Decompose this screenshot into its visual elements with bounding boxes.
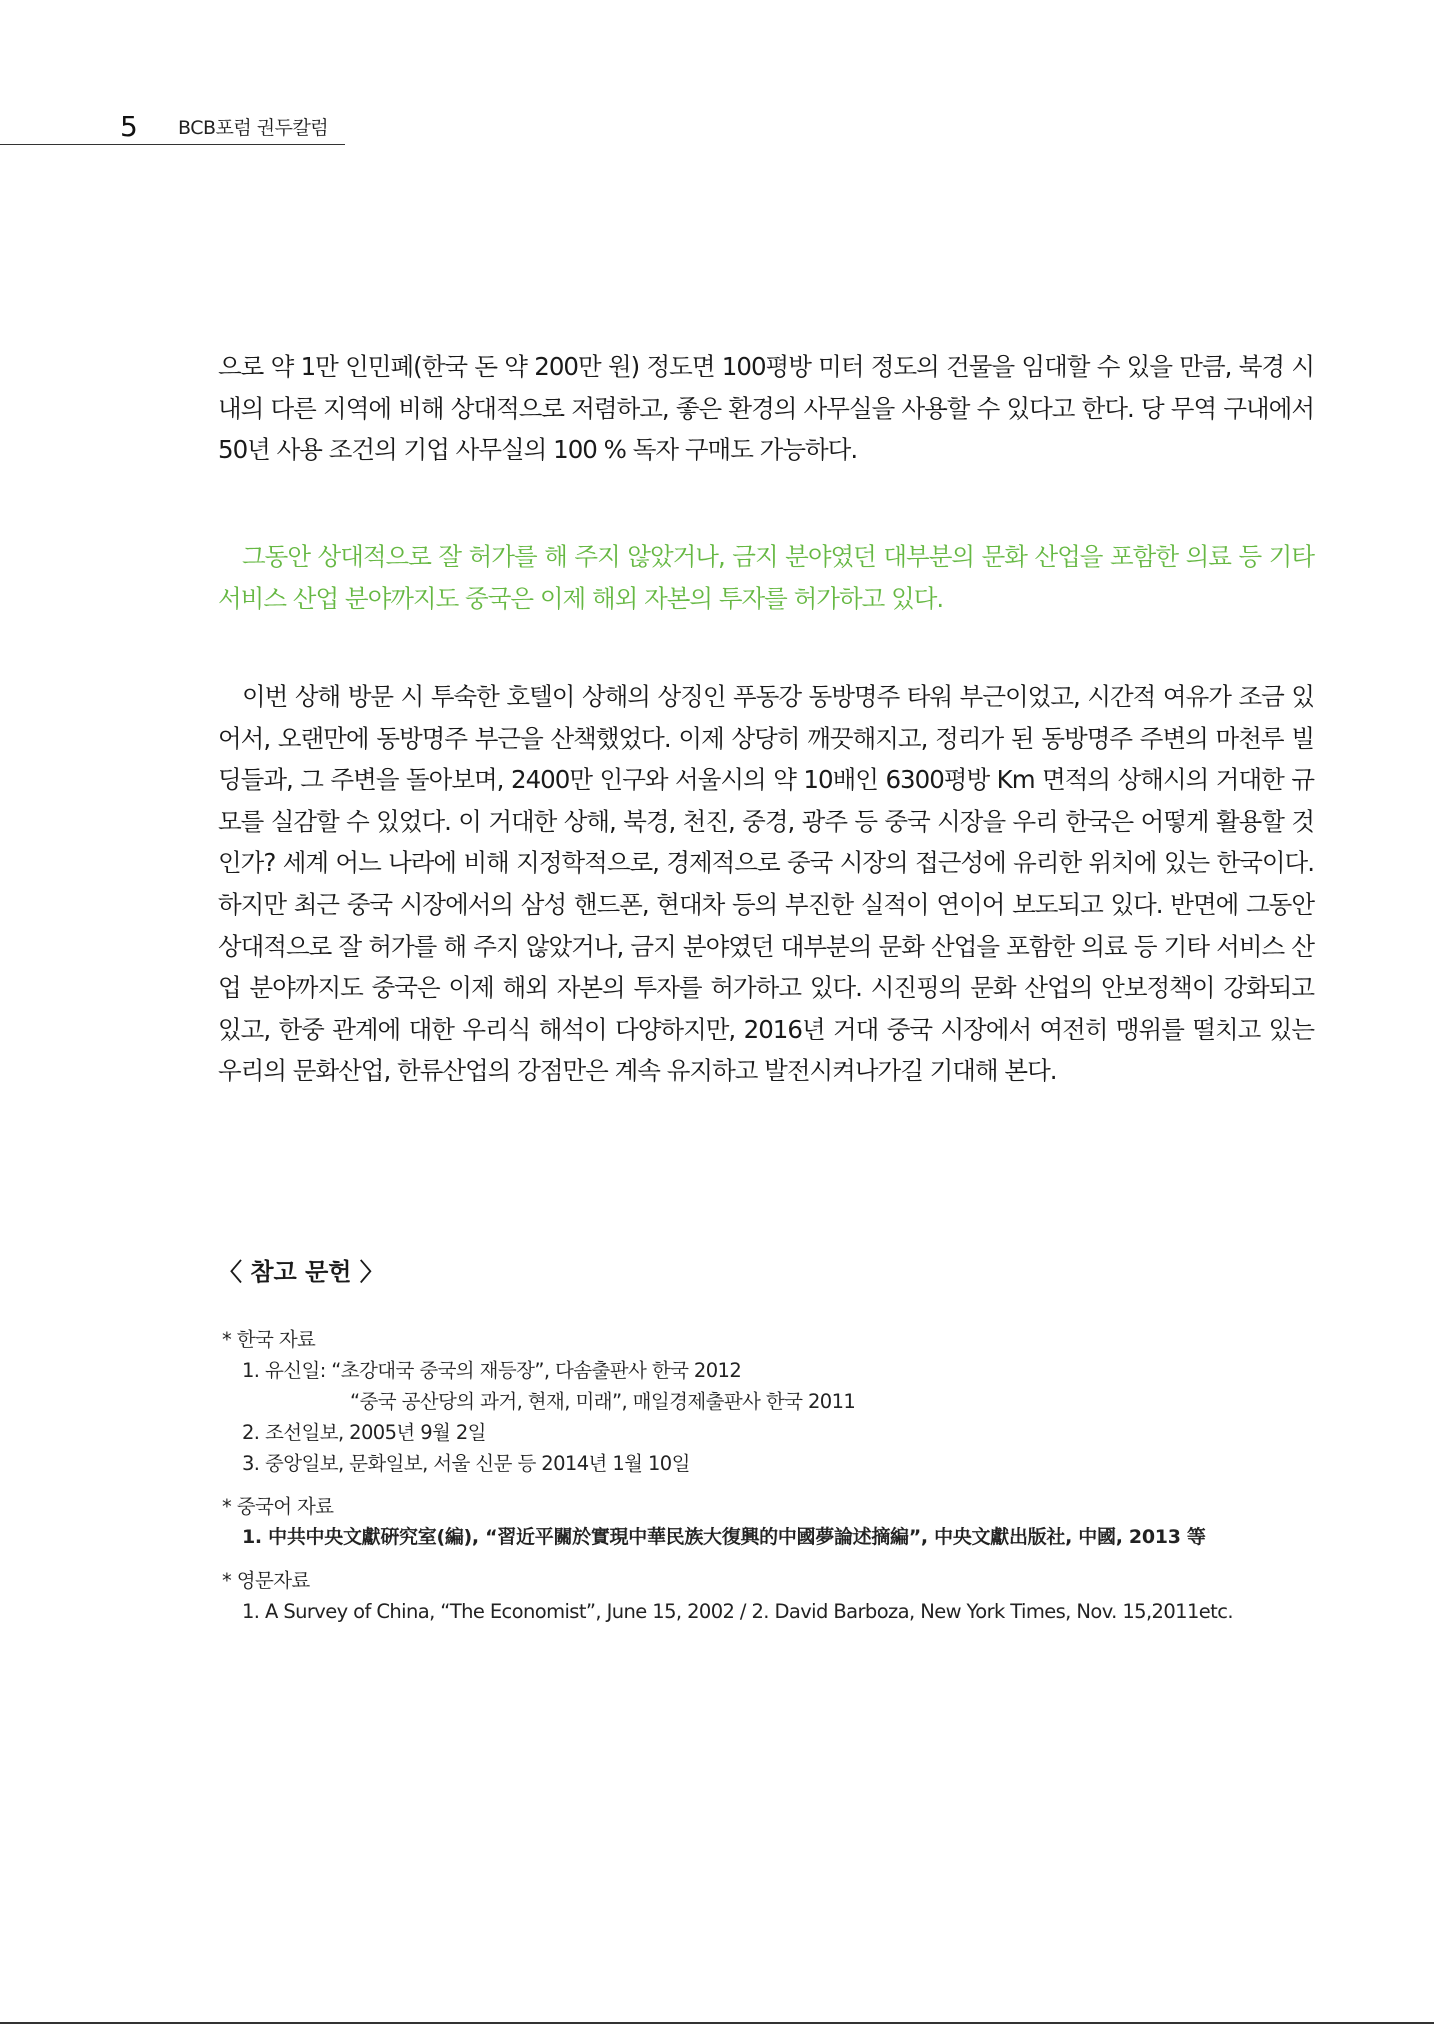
korean-ref-2: 2. 조선일보, 2005년 9월 2일 <box>242 1421 486 1444</box>
references-list <box>222 1324 1322 1627</box>
page-header <box>0 110 345 145</box>
body-paragraph-3: 이번 상해 방문 시 투숙한 호텔이 상해의 상징인 푸동강 동방명주 타워 부근이었고, 시간적 여유가 조금 있어서, 오랜만에 동방명주 부근을 산책했었다. 이제 상당히 깨끗해지고, 정리가 된 동방명주 주변의 마천루 빌딩들과, 그 주변을 돌아보며, 2400만 인구와 서울시의 약 10배인 6300평방 Km 면적의 상해시의 거대한 규모를 실감할 수 있었다. 이 거대한 상해, 북경, 천진, 중경, 광주 등 중국 시장을 우리 한국은 어떻게 활용할 것인가? 세계 어느 나라에 비해 지정학적으로, 경제적으로 중국 시장의 접근성에 유리한 위치에 있는 한국이다. 하지만 최근 중국 시장에서의 삼성 핸드폰, 현대차 등의 부진한 실적이 연이어 보도되고 있다. 반면에 그동안 상대적으로 잘 허가를 해 주지 않았거나, 금지 분야였던 대부분의 문화 산업을 포함한 의료 등 기타 서비스 산업 분야까지도 중국은 이제 해외 자본의 투자를 허가하고 있다. 시진핑의 문화 산업의 안보정책이 강화되고 있고, 한중 관계에 대한 우리식 해석이 다양하지만, 2016년 거대 중국 시장에서 여전히 맹위를 떨치고 있는 우리의 문화산업, 한류산업의 강점만은 계속 유지하고 발전시켜나가길 기대해 본다. <box>218 682 1314 1086</box>
english-refs-label: * 영문자료 <box>222 1569 310 1592</box>
korean-ref-1b: “중국 공산당의 과거, 현재, 미래”, 매일경제출판사 한국 2011 <box>350 1390 856 1413</box>
chinese-ref-1: 1. 中共中央文獻硏究室(編), “習近平關於實現中華民族大復興的中國夢論述摘編”, 中央文獻出版社, 中國, 2013 等 <box>242 1526 1206 1548</box>
korean-ref-1a: 1. 유신일: “초강대국 중국의 재등장”, 다솜출판사 한국 2012 <box>242 1359 742 1382</box>
body-paragraph-1: 으로 약 1만 인민폐(한국 돈 약 200만 원) 정도면 100평방 미터 정도의 건물을 임대할 수 있을 만큼, 북경 시내의 다른 지역에 비해 상대적으로 저렴하고, 좋은 환경의 사무실을 사용할 수 있다고 한다. 당 무역 구내에서 50년 사용 조건의 기업 사무실의 100 % 독자 구매도 가능하다. <box>218 352 1314 465</box>
korean-ref-3: 3. 중앙일보, 문화일보, 서울 신문 등 2014년 1월 10일 <box>242 1452 690 1475</box>
references-heading: 〈 참고 문헌 〉 <box>218 1258 384 1286</box>
korean-refs-label: * 한국 자료 <box>222 1328 316 1351</box>
running-title: BCB포럼 권두칼럼 <box>178 117 329 139</box>
chinese-refs-label: * 중국어 자료 <box>222 1495 334 1518</box>
english-ref-1: 1. A Survey of China, “The Economist”, June 15, 2002 / 2. David Barboza, New York Times, Nov. 15,2011etc. <box>242 1600 1233 1623</box>
pull-quote: 그동안 상대적으로 잘 허가를 해 주지 않았거나, 금지 분야였던 대부분의 문화 산업을 포함한 의료 등 기타 서비스 산업 분야까지도 중국은 이제 해외 자본의 투자를 허가하고 있다. <box>218 542 1314 613</box>
page-number: 5 <box>120 110 138 143</box>
